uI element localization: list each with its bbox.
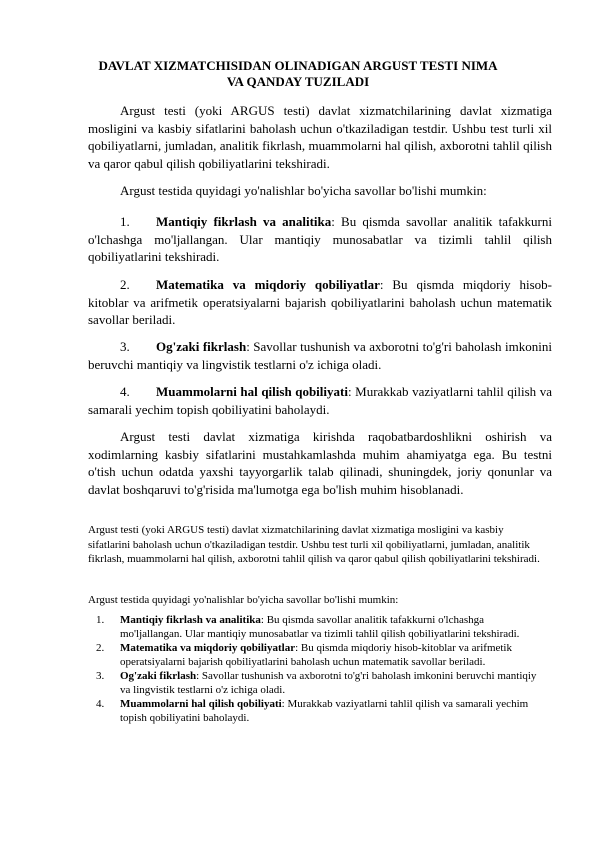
list-number: 4. [96, 698, 105, 710]
list-number: 1. [96, 614, 105, 626]
sections-lead: Argust testida quyidagi yo'nalishlar bo'yicha savollar bo'lishi mumkin: [120, 183, 487, 198]
intro-paragraph: Argust testi (yoki ARGUS testi) davlat xizmatchilarining davlat xizmatiga mosligini va kasbiy sifatlarini baholash uchun o'tkaziladigan testdir. Ushbu test turli xil qobiliyatlarni, jumladan, analitik fikrlash, muammolarni hal qilish, axborotni tahlil qilish va qaror qabul qilish qobiliyatlarini tekshiradi. [88, 103, 552, 171]
item-2 [88, 276, 552, 329]
item-number: 2. [120, 277, 130, 292]
list-item-title: Mantiqiy fikrlash va analitika [120, 614, 261, 626]
list-item [96, 614, 548, 641]
list-item-text: : Bu qismda miqdoriy hisob-kitoblar va arifmetik operatsiyalarni bajarish qobiliyatlarini baholash uchun matematik savollar beriladi. [120, 642, 512, 668]
small-numbered-list [96, 614, 548, 726]
list-item [96, 698, 548, 725]
small-intro-paragraph: Argust testi (yoki ARGUS testi) davlat xizmatchilarining davlat xizmatiga mosligini va kasbiy sifatlarini baholash uchun o'tkaziladigan testdir. Ushbu test turli xil qobiliyatlarni, jumladan, analitik fikrlash, muammolarni hal qilish, axborotni tahlil qilish va qaror qabul qilish qobiliyatlarini tekshiradi. [88, 524, 540, 565]
list-item-title: Muammolarni hal qilish qobiliyati [120, 698, 282, 710]
list-item-text: : Bu qismda savollar analitik tafakkurni o'lchashga mo'ljallangan. Ular mantiqiy munosabatlar va tizimli tahlil qilish qobiliyatlarini tekshiradi. [120, 614, 520, 640]
small-lead: Argust testida quyidagi yo'nalishlar bo'yicha savollar bo'lishi mumkin: [88, 594, 399, 606]
list-item-text: : Murakkab vaziyatlarni tahlil qilish va samarali yechim topish qobiliyatini baholaydi. [120, 698, 529, 724]
list-item-title: Matematika va miqdoriy qobiliyatlar [120, 642, 296, 654]
item-number: 4. [120, 384, 130, 399]
title-line-1: DAVLAT XIZMATCHISIDAN OLINADIGAN ARGUST TESTI NIMA [98, 58, 498, 73]
item-title: Mantiqiy fikrlash va analitika [156, 214, 332, 229]
page-title [86, 58, 510, 90]
item-title: Matematika va miqdoriy qobiliyatlar [156, 277, 380, 292]
item-4 [88, 383, 552, 418]
list-item-text: : Savollar tushunish va axborotni to'g'ri baholash imkonini beruvchi mantiqiy va lingvistik testlarni o'z ichiga oladi. [120, 670, 537, 696]
conclusion-paragraph: Argust testi davlat xizmatiga kirishda raqobatbardoshlikni oshirish va xodimlarning kasbiy sifatlarini mustahkamlashda muhim ahamiyatga ega. Bu testni o'tish uchun odatda yaxshi tayyorgarlik talab qilinadi, shuningdek, joriy qonunlar va davlat boshqaruvi to'g'risida ma'lumotga ega bo'lish muhim hisoblanadi. [88, 429, 552, 497]
item-number: 1. [120, 214, 130, 229]
item-text: : Bu qismda savollar analitik tafakkurni o'lchashga mo'ljallangan. Ular mantiqiy munosabatlar va tizimli tahlil qilish qobiliyatlarini tekshiradi. [88, 214, 553, 264]
list-number: 3. [96, 670, 105, 682]
item-title: Og'zaki fikrlash [156, 339, 247, 354]
item-1 [88, 213, 552, 266]
item-text: : Bu qismda miqdoriy hisob-kitoblar va arifmetik operatsiyalarni bajarish qobiliyatlarini baholash uchun matematik savollar beriladi. [88, 277, 552, 327]
list-item [96, 642, 548, 669]
title-line-2: VA QANDAY TUZILADI [226, 74, 370, 89]
item-text: : Murakkab vaziyatlarni tahlil qilish va samarali yechim topish qobiliyatini baholaydi. [88, 384, 552, 417]
item-title: Muammolarni hal qilish qobiliyati [156, 384, 348, 399]
item-number: 3. [120, 339, 130, 354]
item-3 [88, 338, 552, 373]
list-item [96, 670, 548, 697]
list-item-title: Og'zaki fikrlash [120, 670, 197, 682]
list-number: 2. [96, 642, 105, 654]
item-text: : Savollar tushunish va axborotni to'g'ri baholash imkonini beruvchi mantiqiy va lingvistik testlarni o'z ichiga oladi. [88, 339, 552, 372]
